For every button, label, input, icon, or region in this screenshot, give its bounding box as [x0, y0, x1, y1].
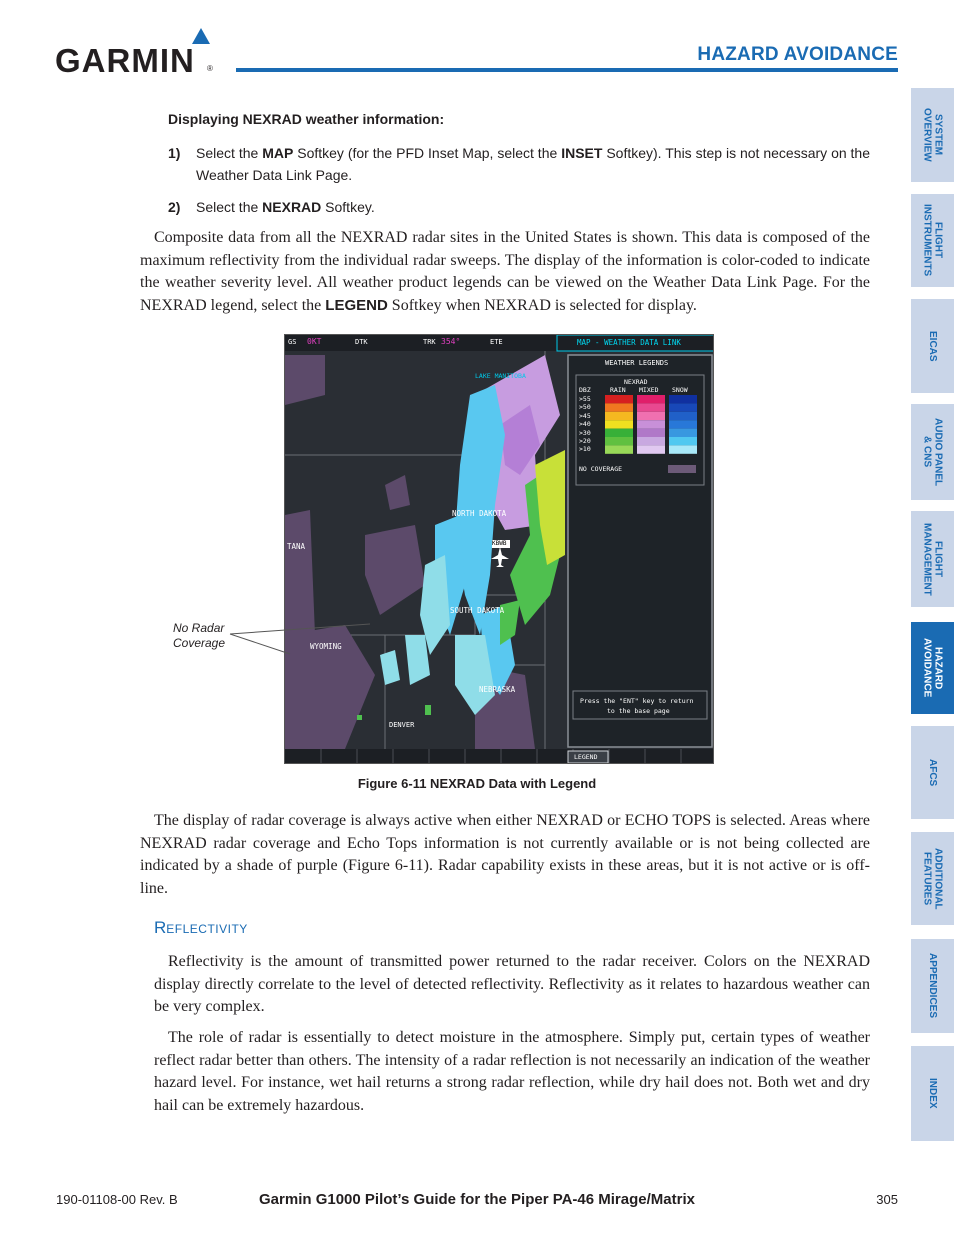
figure-caption: Figure 6-11 NEXRAD Data with Legend — [357, 776, 597, 791]
legend-swatches — [605, 395, 697, 454]
legend-swatch-rain — [605, 403, 633, 411]
trk-label: TRK — [423, 338, 436, 346]
legend-swatch-rain — [605, 429, 633, 437]
logo-registered-mark: ® — [207, 64, 213, 73]
document-number: 190-01108-00 Rev. B — [56, 1192, 178, 1207]
legend-swatch-rain — [605, 395, 633, 403]
nexrad-softkey-name: NEXRAD — [262, 199, 322, 215]
legend-swatch-mixed — [637, 403, 665, 411]
tab-hazard-avoidance[interactable]: HAZARD AVOIDANCE — [911, 622, 954, 714]
legend-swatch-rain — [605, 445, 633, 453]
dtk-label: DTK — [355, 338, 368, 346]
dbz-label: DBZ — [579, 386, 591, 394]
ete-label: ETE — [490, 338, 503, 346]
no-radar-coverage-annotation: No Radar Coverage — [173, 621, 226, 650]
nexrad-label: NEXRAD — [624, 378, 648, 386]
tab-flight-management[interactable]: FLIGHT MANAGEMENT — [911, 511, 954, 607]
softkey-bar — [285, 749, 714, 764]
step-text: Select the MAP Softkey (for the PFD Inset Map, select the INSET Softkey). This step is not necessary on the Weather Data Link Page. — [196, 145, 871, 183]
legend-softkey-label[interactable]: LEGEND — [574, 753, 598, 761]
tab-eicas[interactable]: EICAS — [911, 299, 954, 393]
map-label-montana: TANA — [287, 542, 306, 551]
trk-value: 354° — [441, 337, 461, 346]
procedure-heading: Displaying NEXRAD weather information: — [168, 111, 445, 127]
legend-swatch-snow — [669, 395, 697, 403]
map-label-nebraska: NEBRASKA — [479, 685, 516, 694]
paragraph-radar-coverage: The display of radar coverage is always active when either NEXRAD or ECHO TOPS is selected. Areas where NEXRAD radar coverage and Echo Tops information is not currently available or is not being collected are indicated by a shade of purple (Figure 6-11). Radar capability exists in these areas, but it is not active or is off-line. — [140, 812, 870, 897]
procedure-step-2 — [168, 196, 870, 218]
page-number: 305 — [876, 1192, 898, 1207]
section-title: HAZARD AVOIDANCE — [697, 44, 898, 65]
nexrad-map-figure — [284, 334, 714, 764]
legend-swatch-snow — [669, 437, 697, 445]
tab-audio-panel-cns[interactable]: AUDIO PANEL & CNS — [911, 404, 954, 500]
legend-swatch-snow — [669, 420, 697, 428]
legend-swatch-snow — [669, 412, 697, 420]
legend-swatch-rain — [605, 412, 633, 420]
legend-softkey-name: LEGEND — [325, 296, 388, 314]
inset-softkey-name: INSET — [561, 145, 603, 161]
dbz-levels: >55 >50 >45 >40 >30 >20 >10 — [579, 395, 591, 454]
legend-swatch-mixed — [637, 437, 665, 445]
tab-system-overview[interactable]: SYSTEM OVERVIEW — [911, 88, 954, 182]
legend-swatch-rain — [605, 437, 633, 445]
gs-value: 0KT — [307, 337, 322, 346]
paragraph-reflectivity: Reflectivity is the amount of transmitted power returned to the radar receiver. Colors on the NEXRAD display directly correlate to the level of detected reflectivity. Reflectivity as it relates to hazardous weather can be very complex. — [154, 953, 870, 1015]
garmin-logo — [55, 28, 220, 79]
gs-label: GS — [288, 338, 297, 346]
paragraph-composite-data: Composite data from all the NEXRAD radar sites in the United States is shown. This data is composed of the maximum reflectivity from the individual radar sweeps. The display of the information is color-coded to indicate the weather severity level. All weather product legends can be viewed on the Weather Data Link Page. For the NEXRAD legend, select the LEGEND Softkey when NEXRAD is selected for display. — [140, 229, 870, 314]
map-softkey-name: MAP — [262, 145, 294, 161]
step-text: Select the NEXRAD Softkey. — [196, 199, 375, 215]
legend-swatch-mixed — [637, 429, 665, 437]
legend-swatch-snow — [669, 429, 697, 437]
map-label-south-dakota: SOUTH DAKOTA — [450, 606, 505, 615]
logo-wordmark: GARMIN — [55, 42, 195, 79]
legend-swatch-mixed — [637, 420, 665, 428]
paragraph-role-of-radar: The role of radar is essentially to detect moisture in the atmosphere. Simply put, certain types of weather reflect radar better than others. The intensity of a radar reflection is not necessarily an indication of the weather hazard level. For instance, wet hail returns a strong radar reflection, while dry hail does not. Both wet and dry hail can be extremely hazardous. — [154, 1029, 870, 1114]
ent-message-line-2: to the base page — [607, 707, 670, 715]
tab-flight-instruments[interactable]: FLIGHT INSTRUMENTS — [911, 194, 954, 287]
legend-swatch-mixed — [637, 445, 665, 453]
annotation-leader-lines — [228, 620, 378, 660]
no-coverage-label: NO COVERAGE — [579, 465, 623, 473]
step-number: 1) — [168, 145, 181, 161]
step-number: 2) — [168, 199, 181, 215]
reflectivity-subheading: REFLECTIVITY — [154, 918, 248, 937]
tab-appendices[interactable]: APPENDICES — [911, 939, 954, 1033]
document-title: Garmin G1000 Pilot’s Guide for the Piper PA-46 Mirage/Matrix — [259, 1191, 695, 1208]
map-label-lake: LAKE MANITOBA — [475, 372, 526, 380]
snow-label: SNOW — [672, 386, 688, 394]
page-title: MAP - WEATHER DATA LINK — [577, 338, 681, 347]
legend-swatch-mixed — [637, 412, 665, 420]
tab-afcs[interactable]: AFCS — [911, 726, 954, 819]
map-label-kbwb: KBWB — [492, 540, 507, 547]
mixed-label: MIXED — [639, 386, 659, 394]
ent-message-line-1: Press the "ENT" key to return — [580, 697, 694, 705]
tab-additional-features[interactable]: ADDITIONAL FEATURES — [911, 832, 954, 925]
procedure-step-1 — [168, 142, 870, 188]
map-label-denver: DENVER — [389, 721, 415, 729]
map-label-north-dakota: NORTH DAKOTA — [452, 509, 507, 518]
tab-index[interactable]: INDEX — [911, 1046, 954, 1141]
legend-swatch-snow — [669, 445, 697, 453]
rain-label: RAIN — [610, 386, 626, 394]
no-coverage-swatch — [668, 465, 696, 473]
legend-swatch-rain — [605, 420, 633, 428]
legend-swatch-snow — [669, 403, 697, 411]
legend-title: WEATHER LEGENDS — [605, 359, 669, 367]
legend-swatch-mixed — [637, 395, 665, 403]
header-rule — [236, 68, 898, 72]
map-label-wyoming: WYOMING — [310, 642, 342, 651]
